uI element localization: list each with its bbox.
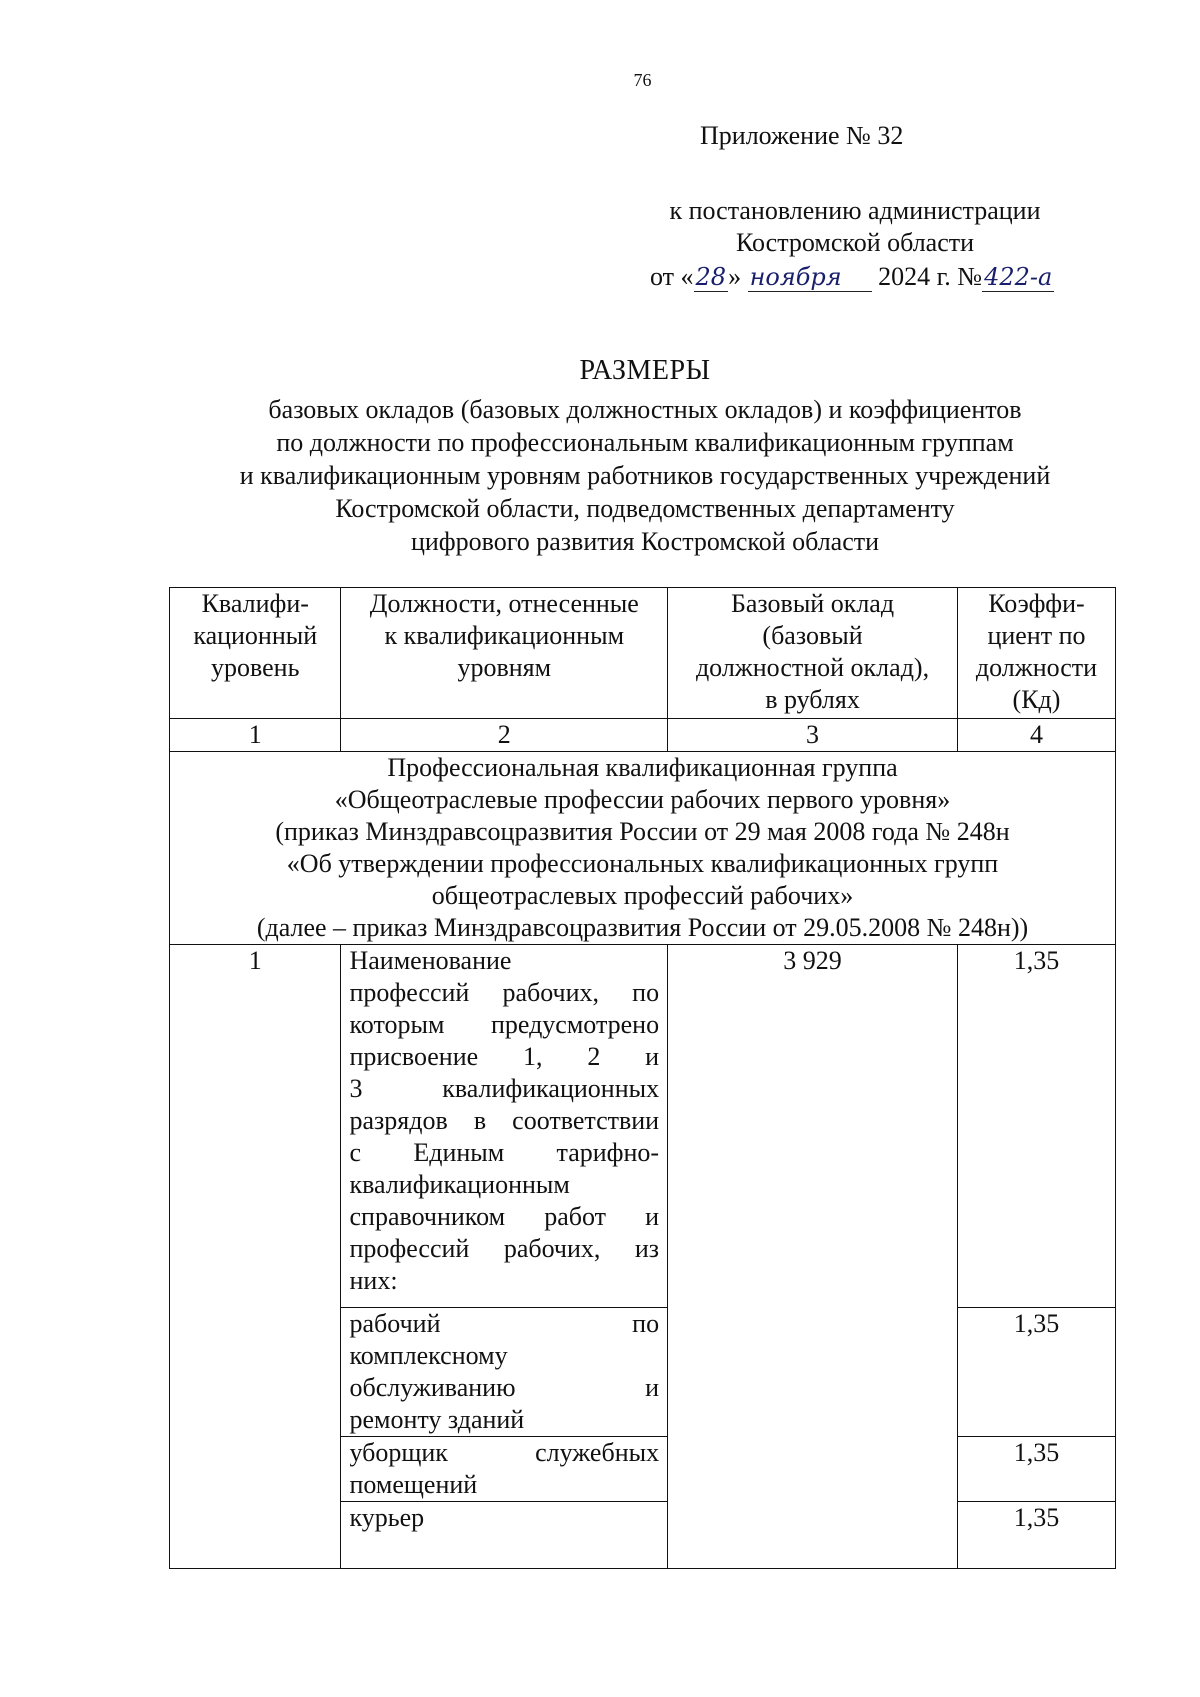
position-cell <box>341 1308 668 1437</box>
position-line: уборщик служебных <box>349 1438 660 1467</box>
document-title: РАЗМЕРЫ <box>579 355 711 386</box>
document-subtitle <box>160 393 1130 558</box>
group-line: (приказ Минздравсоцразвития России от 29 мая 2008 года № 248н <box>275 817 1010 846</box>
annex-title: Приложение № 32 <box>700 121 904 150</box>
header-line: (Кд) <box>1012 685 1061 714</box>
table-header-row <box>170 588 1116 719</box>
subtitle-line: базовых окладов (базовых должностных окладов) и коэффициентов <box>268 395 1022 424</box>
position-line: помещений <box>349 1470 478 1499</box>
group-heading <box>170 752 1116 945</box>
position-line: обслуживанию и <box>349 1373 660 1402</box>
position-cell <box>341 1502 668 1569</box>
header-line: уровням <box>457 653 552 682</box>
annex-reference <box>620 195 1090 259</box>
header-base-salary <box>668 588 958 719</box>
coefficient-cell: 1,35 <box>957 1308 1115 1437</box>
position-line: с Единым тарифно- <box>349 1138 660 1167</box>
header-line: к квалификационным <box>384 621 625 650</box>
position-line: 3 квалификационных <box>349 1074 660 1103</box>
date-prefix: от « <box>650 262 694 291</box>
position-line: которым предусмотрено <box>349 1010 660 1039</box>
position-line: справочником работ и <box>349 1202 660 1231</box>
annex-ref-line: Костромской области <box>735 228 975 257</box>
position-line: комплексному <box>349 1341 508 1370</box>
header-line: в рублях <box>765 685 860 714</box>
table-row <box>170 945 1116 1308</box>
position-line: разрядов в соответствии <box>349 1106 660 1135</box>
salary-table <box>169 587 1116 1569</box>
header-line: должностной оклад), <box>695 653 930 682</box>
header-line: (базовый <box>762 621 863 650</box>
annex-ref-line: к постановлению администрации <box>669 196 1041 225</box>
header-coefficient <box>957 588 1115 719</box>
group-line: общеотраслевых профессий рабочих» <box>431 881 854 910</box>
annex-date-line <box>650 262 1130 292</box>
page-number: 76 <box>633 70 652 90</box>
group-line: «Об утверждении профессиональных квалификационных групп <box>286 849 999 878</box>
handwritten-day: 28 <box>695 263 727 291</box>
header-line: должности <box>975 653 1098 682</box>
header-line: Коэффи- <box>988 589 1085 618</box>
subtitle-line: по должности по профессиональным квалификационным группам <box>276 428 1014 457</box>
position-line: курьер <box>349 1503 425 1532</box>
position-line: присвоение 1, 2 и <box>349 1042 660 1071</box>
position-cell <box>341 1437 668 1502</box>
header-positions <box>341 588 668 719</box>
header-qualification-level <box>170 588 341 719</box>
column-number: 3 <box>668 719 958 752</box>
coefficient-cell: 1,35 <box>957 945 1115 1308</box>
header-line: циент по <box>987 621 1086 650</box>
subtitle-line: Костромской области, подведомственных департаменту <box>335 494 955 523</box>
date-year: 2024 г. № <box>878 262 983 291</box>
position-line: профессий рабочих, по <box>349 978 660 1007</box>
position-line: квалификационным <box>349 1170 570 1199</box>
column-number: 1 <box>170 719 341 752</box>
header-line: Должности, отнесенные <box>369 589 639 618</box>
base-salary-cell: 3 929 <box>668 945 958 1569</box>
group-line: (далее – приказ Минздравсоцразвития России от 29.05.2008 № 248н)) <box>256 913 1029 942</box>
column-number: 4 <box>957 719 1115 752</box>
position-line: рабочий по <box>349 1309 660 1338</box>
header-line: кационный <box>193 621 318 650</box>
coefficient-cell: 1,35 <box>957 1502 1115 1569</box>
coefficient-cell: 1,35 <box>957 1437 1115 1502</box>
header-line: уровень <box>211 653 300 682</box>
position-line: Наименование <box>349 946 512 975</box>
position-cell <box>341 945 668 1308</box>
group-line: «Общеотраслевые профессии рабочих первого уровня» <box>334 785 951 814</box>
column-number: 2 <box>341 719 668 752</box>
date-mid: » <box>728 262 742 291</box>
header-line: Базовый оклад <box>730 589 895 618</box>
handwritten-month: ноября <box>748 263 872 292</box>
group-heading-row <box>170 752 1116 945</box>
group-line: Профессиональная квалификационная группа <box>387 753 898 782</box>
position-line: ремонту зданий <box>349 1405 525 1434</box>
position-line: профессий рабочих, из <box>349 1234 660 1263</box>
column-number-row <box>170 719 1116 752</box>
handwritten-number: 422-а <box>984 263 1053 291</box>
header-line: Квалифи- <box>201 589 309 618</box>
position-line: них: <box>349 1266 398 1295</box>
qualification-level-cell: 1 <box>170 945 341 1569</box>
subtitle-line: цифрового развития Костромской области <box>410 527 880 556</box>
subtitle-line: и квалификационным уровням работников государственных учреждений <box>239 461 1051 490</box>
